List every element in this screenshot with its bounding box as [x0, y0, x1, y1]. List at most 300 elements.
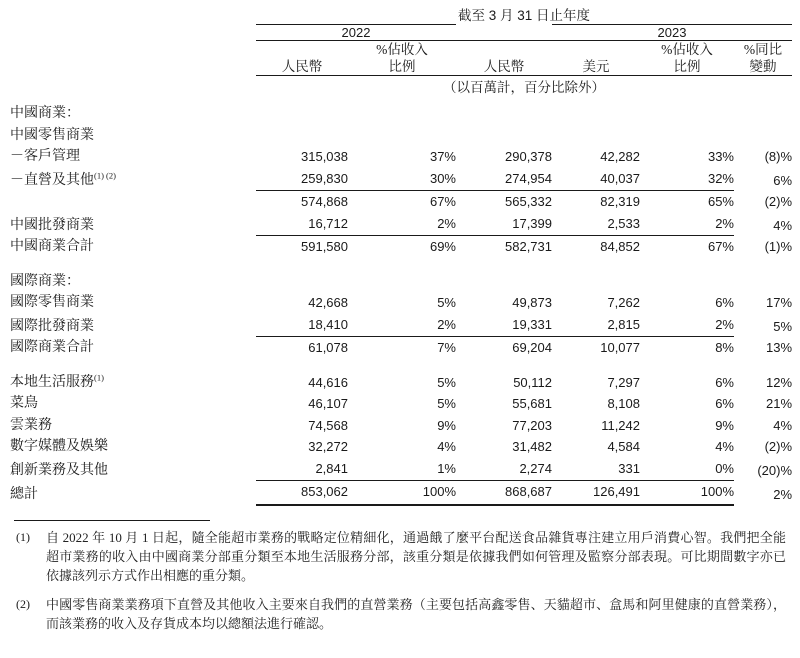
- footnote-2: [14, 595, 786, 633]
- year-header-2023: 2023: [552, 25, 792, 41]
- cell-value-text: 17,399: [456, 213, 552, 237]
- cell-value: [348, 458, 456, 482]
- cell-value-text: 2%: [773, 486, 793, 502]
- row-label-footnote-ref: (1): [94, 371, 104, 382]
- cell-value: [456, 436, 552, 458]
- header-body-gap: [10, 96, 792, 103]
- table-row: [10, 236, 792, 258]
- cell-value-text: 16,712: [256, 213, 348, 237]
- cell-value-text: [344, 274, 348, 289]
- cell-value: [552, 271, 640, 293]
- cell-value: [640, 314, 734, 338]
- cell-value: [348, 337, 456, 359]
- cell-value-text: (20)%: [757, 462, 793, 478]
- cell-value-text: 10,077: [600, 340, 640, 355]
- cell-value: [640, 393, 734, 415]
- cell-value-text: 853,062: [256, 481, 348, 505]
- cell-value-text: [636, 274, 640, 289]
- table-row: [10, 213, 792, 237]
- units-note: （以百萬計，百分比除外）: [256, 76, 792, 97]
- cell-value: [256, 236, 348, 258]
- table-row: [10, 146, 792, 168]
- footnote-1-marker: (1): [16, 529, 30, 544]
- cell-value-text: 582,731: [505, 239, 552, 254]
- cell-value-text: 8,108: [607, 396, 640, 411]
- cell-value-text: 4,584: [607, 439, 640, 454]
- cell-value: [734, 271, 792, 293]
- cell-value: [456, 458, 552, 482]
- table-row: [10, 393, 792, 415]
- cell-value: [348, 146, 456, 168]
- cell-value: [640, 168, 734, 192]
- row-label-text: 國際批發商業: [10, 318, 94, 334]
- table-row: [10, 436, 792, 458]
- cell-value-text: [730, 274, 734, 289]
- cell-value-text: 67%: [707, 239, 734, 254]
- cell-value-text: [548, 106, 552, 121]
- cell-value-text: 591,580: [301, 239, 348, 254]
- financial-table-page: [0, 4, 800, 658]
- row-label-text: 總計: [10, 486, 38, 502]
- cell-value-text: 274,954: [456, 168, 552, 192]
- cell-value: [640, 415, 734, 437]
- cell-value: [640, 458, 734, 482]
- cell-value: [552, 125, 640, 147]
- cell-value: [456, 271, 552, 293]
- cell-value: [348, 191, 456, 213]
- units-gutter: [10, 76, 256, 97]
- cell-value: [552, 213, 640, 237]
- cell-value-text: 574,868: [301, 194, 348, 209]
- colheader-rmb-2023-line2: 人民幣: [483, 59, 525, 74]
- cell-value-text: 868,687: [456, 481, 552, 505]
- cell-value: [640, 146, 734, 168]
- row-label-text: 中國零售商業: [10, 127, 94, 143]
- cell-value-text: 82,319: [600, 194, 640, 209]
- cell-value-text: 8%: [715, 340, 734, 355]
- cell-value: [734, 168, 792, 192]
- cell-value: [348, 213, 456, 237]
- cell-value-text: 69%: [429, 239, 456, 254]
- table-row: [10, 481, 792, 505]
- row-label: [10, 168, 256, 192]
- cell-value: [552, 168, 640, 192]
- cell-value-text: [548, 274, 552, 289]
- cell-value-text: 46,107: [308, 396, 348, 411]
- footnote-1-text: 自 2022 年 10 月 1 日起，隨全能超市業務的戰略定位精細化，通過餓了麼平台配送食品雜貨專注建立用戶消費心智。我們把全能超市業務的收入由中國商業分部重分類至本地生活服務分部，該重分類是依據我們如何管理及監察分部表現。可比期間數字亦已依據該列示方式作出相應的重分類。: [46, 529, 786, 583]
- row-label-text: 創新業務及其他: [10, 462, 108, 478]
- table-row: [10, 415, 792, 437]
- footnote-2-text: 中國零售商業業務項下直營及其他收入主要來自我們的直營業務（主要包括高鑫零售、天貓超市、盒馬和阿里健康的直營業務），而該業務的收入及存貨成本均以總額法進行確認。: [46, 596, 786, 631]
- cell-value: [456, 337, 552, 359]
- cell-value-text: [548, 128, 552, 143]
- cell-value-text: [730, 106, 734, 121]
- cell-value: [256, 436, 348, 458]
- cell-value-text: 37%: [429, 149, 456, 164]
- cell-value: [456, 236, 552, 258]
- cell-value-text: 32,272: [308, 439, 348, 454]
- row-label-text: 雲業務: [10, 417, 52, 433]
- cell-value: [734, 213, 792, 237]
- cell-value: [734, 372, 792, 394]
- row-label-text: 數字媒體及娛樂: [10, 439, 108, 454]
- row-label-footnote-ref: (1) (2): [94, 169, 116, 180]
- cell-value-text: (1)%: [764, 239, 793, 254]
- row-label-text: 中國商業合計: [10, 239, 94, 254]
- cell-value-text: 6%: [773, 172, 793, 188]
- cell-value: [456, 125, 552, 147]
- cell-value: [256, 372, 348, 394]
- cell-value: [456, 393, 552, 415]
- cell-value-text: [788, 106, 792, 121]
- cell-value: [348, 103, 456, 125]
- cell-value: [456, 146, 552, 168]
- cell-value-text: 259,830: [256, 168, 348, 192]
- cell-value: [552, 292, 640, 314]
- cell-value-text: 2,274: [456, 458, 552, 482]
- colheader-pct-2023-line1: %佔收入: [661, 42, 713, 57]
- cell-value: [456, 314, 552, 338]
- row-label: [10, 481, 256, 505]
- table-row: [10, 292, 792, 314]
- table-row: [10, 372, 792, 394]
- cell-value-text: 5%: [437, 374, 456, 390]
- cell-value: [734, 337, 792, 359]
- row-label: [10, 458, 256, 482]
- cell-value-text: [636, 128, 640, 143]
- cell-value: [552, 337, 640, 359]
- row-label: [10, 314, 256, 338]
- row-label: [10, 415, 256, 437]
- table-row: [10, 271, 792, 293]
- colheader-rmb-2023: [456, 41, 552, 76]
- row-label: [10, 146, 256, 168]
- cell-value: [552, 372, 640, 394]
- cell-value: [734, 292, 792, 314]
- cell-value: [348, 393, 456, 415]
- cell-value-text: 2%: [348, 314, 456, 338]
- cell-value: [256, 458, 348, 482]
- cell-value-text: 2%: [348, 213, 456, 237]
- cell-value-text: 1%: [348, 458, 456, 482]
- section-gap-row: [10, 258, 792, 271]
- cell-value: [256, 292, 348, 314]
- section-gap-cell: [10, 359, 792, 372]
- cell-value-text: 32%: [640, 168, 734, 192]
- row-label: [10, 213, 256, 237]
- cell-value: [734, 481, 792, 505]
- table-row: [10, 125, 792, 147]
- row-label: [10, 372, 256, 394]
- cell-value: [734, 236, 792, 258]
- cell-value: [640, 337, 734, 359]
- cell-value-text: 6%: [715, 396, 734, 411]
- table-row: [10, 337, 792, 359]
- cell-value: [256, 103, 348, 125]
- cell-value-text: [344, 128, 348, 143]
- cell-value-text: [730, 128, 734, 143]
- cell-value-text: 11,242: [601, 417, 640, 433]
- cell-value-text: 5%: [773, 318, 793, 334]
- cell-value: [256, 146, 348, 168]
- colheader-rmb-2022-line2: 人民幣: [281, 59, 323, 74]
- cell-value: [640, 481, 734, 505]
- cell-value: [552, 236, 640, 258]
- cell-value: [552, 436, 640, 458]
- cell-value-text: 77,203: [512, 417, 552, 433]
- cell-value-text: 30%: [348, 168, 456, 192]
- cell-value: [348, 125, 456, 147]
- cell-value-text: 331: [552, 458, 640, 482]
- cell-value: [640, 372, 734, 394]
- footnote-1: [14, 528, 786, 585]
- row-label: [10, 292, 256, 314]
- cell-value: [256, 314, 348, 338]
- cell-value: [348, 436, 456, 458]
- cell-value-text: 7%: [437, 340, 456, 355]
- cell-value-text: 67%: [429, 194, 456, 209]
- cell-value-text: 61,078: [308, 340, 348, 355]
- cell-value: [552, 393, 640, 415]
- row-label: [10, 125, 256, 147]
- colheader-yoy: [734, 41, 792, 76]
- cell-value-text: 2,533: [552, 213, 640, 237]
- table-row: [10, 314, 792, 338]
- cell-value: [734, 458, 792, 482]
- cell-value-text: 44,616: [308, 374, 348, 390]
- cell-value: [256, 168, 348, 192]
- footnote-2-marker: (2): [16, 596, 30, 611]
- cell-value-text: 0%: [640, 458, 734, 482]
- cell-value: [456, 168, 552, 192]
- cell-value-text: 50,112: [513, 374, 552, 390]
- cell-value: [456, 191, 552, 213]
- cell-value: [456, 103, 552, 125]
- cell-value-text: 4%: [437, 439, 456, 454]
- cell-value-text: [452, 274, 456, 289]
- section-gap-row: [10, 359, 792, 372]
- cell-value-text: 2,815: [552, 314, 640, 338]
- cell-value-text: 84,852: [600, 239, 640, 254]
- segment-revenue-table: [10, 4, 792, 506]
- cell-value-text: 12%: [766, 374, 793, 390]
- footnote-separator: [14, 520, 210, 521]
- row-label-text: 國際商業：: [10, 273, 80, 289]
- cell-value-text: 100%: [348, 481, 456, 505]
- year-gap: [456, 25, 552, 41]
- row-label-text: 本地生活服務: [10, 374, 94, 390]
- cell-value: [348, 415, 456, 437]
- cell-value: [552, 481, 640, 505]
- cell-value: [734, 314, 792, 338]
- colheader-pct-2022: [348, 41, 456, 76]
- cell-value-text: 69,204: [512, 340, 552, 355]
- cell-value: [256, 415, 348, 437]
- units-note-row: [10, 76, 792, 97]
- year-header-row: [10, 25, 792, 41]
- cell-value: [640, 436, 734, 458]
- row-label-text: －直營及其他: [10, 172, 94, 188]
- cell-value: [348, 314, 456, 338]
- cell-value-text: [344, 106, 348, 121]
- table-row: [10, 168, 792, 192]
- cell-value-text: 55,681: [512, 396, 552, 411]
- year-gutter: [10, 25, 256, 41]
- cell-value-text: 315,038: [301, 149, 348, 164]
- cell-value: [734, 191, 792, 213]
- table-title-row: [10, 4, 792, 25]
- cell-value: [552, 146, 640, 168]
- cell-value: [640, 236, 734, 258]
- section-gap-cell: [10, 258, 792, 271]
- cell-value: [552, 415, 640, 437]
- cell-value: [456, 481, 552, 505]
- cell-value-text: 19,331: [456, 314, 552, 338]
- cell-value: [456, 372, 552, 394]
- cell-value: [640, 103, 734, 125]
- row-label: [10, 236, 256, 258]
- row-label-text: －客戶管理: [10, 149, 80, 164]
- cell-value-text: 18,410: [256, 314, 348, 338]
- table-period-title: 截至 3 月 31 日止年度: [458, 8, 591, 23]
- table-row: [10, 458, 792, 482]
- cell-value: [734, 103, 792, 125]
- row-label: [10, 436, 256, 458]
- row-label-text: 國際零售商業: [10, 295, 94, 310]
- colheader-yoy-line2: 變動: [749, 59, 777, 74]
- cell-value: [640, 191, 734, 213]
- row-label: [10, 271, 256, 293]
- cell-value-text: (2)%: [764, 439, 793, 454]
- cell-value: [552, 458, 640, 482]
- footnotes-block: [14, 528, 786, 633]
- cell-value-text: 31,482: [512, 439, 552, 454]
- cell-value-text: 9%: [715, 417, 734, 433]
- cell-value: [256, 271, 348, 293]
- cell-value: [552, 103, 640, 125]
- cell-value: [734, 393, 792, 415]
- cell-value-text: 42,668: [308, 295, 348, 310]
- cell-value: [348, 292, 456, 314]
- cell-value-text: 42,282: [600, 149, 640, 164]
- cell-value: [348, 372, 456, 394]
- cell-value: [640, 271, 734, 293]
- row-label-text: 中國批發商業: [10, 217, 94, 233]
- cell-value-text: 4%: [773, 417, 793, 433]
- row-label-text: 中國商業：: [10, 106, 80, 121]
- cell-value-text: 49,873: [512, 295, 552, 310]
- cell-value-text: 6%: [715, 295, 734, 310]
- cell-value-text: 21%: [766, 396, 793, 411]
- year-header-2022: 2022: [256, 25, 456, 41]
- cell-value: [256, 191, 348, 213]
- cell-value: [348, 168, 456, 192]
- cell-value-text: 565,332: [505, 194, 552, 209]
- cell-value-text: 7,262: [607, 295, 640, 310]
- colheader-rmb-2022: [256, 41, 348, 76]
- cell-value: [734, 125, 792, 147]
- row-label-text: 菜鳥: [10, 396, 38, 411]
- cell-value-text: 13%: [766, 340, 793, 355]
- cell-value: [734, 436, 792, 458]
- cell-value-text: [636, 106, 640, 121]
- cell-value-text: 2%: [640, 213, 734, 237]
- cell-value-text: (8)%: [764, 149, 793, 164]
- table-row: [10, 191, 792, 213]
- cell-value: [640, 292, 734, 314]
- cell-value-text: 5%: [437, 396, 456, 411]
- cell-value-text: 33%: [707, 149, 734, 164]
- cell-value: [552, 191, 640, 213]
- cell-value-text: 74,568: [308, 417, 348, 433]
- cell-value: [734, 415, 792, 437]
- cell-value: [640, 213, 734, 237]
- cell-value-text: 17%: [766, 295, 793, 310]
- colheader-pct-2022-line2: 比例: [388, 59, 416, 74]
- cell-value: [348, 271, 456, 293]
- colheader-pct-2022-line1: %佔收入: [376, 42, 428, 57]
- cell-value-text: 100%: [640, 481, 734, 505]
- cell-value-text: [788, 274, 792, 289]
- cell-value: [256, 337, 348, 359]
- column-header-row: [10, 41, 792, 76]
- cell-value-text: [788, 128, 792, 143]
- title-gutter: [10, 4, 256, 25]
- cell-value-text: 290,378: [505, 149, 552, 164]
- cell-value: [456, 415, 552, 437]
- cell-value: [348, 481, 456, 505]
- cell-value: [256, 125, 348, 147]
- cell-value-text: 65%: [707, 194, 734, 209]
- cell-value: [734, 146, 792, 168]
- cell-value: [256, 213, 348, 237]
- cell-value-text: 40,037: [552, 168, 640, 192]
- row-label-text: 國際商業合計: [10, 340, 94, 355]
- cell-value: [552, 314, 640, 338]
- cell-value: [256, 481, 348, 505]
- cell-value: [640, 125, 734, 147]
- cell-value-text: [452, 106, 456, 121]
- colheader-usd-2023: [552, 41, 640, 76]
- cell-value-text: 9%: [437, 417, 456, 433]
- cell-value-text: 2%: [640, 314, 734, 338]
- cell-value: [348, 236, 456, 258]
- cell-value-text: 6%: [715, 374, 734, 390]
- cell-value: [256, 393, 348, 415]
- row-label: [10, 103, 256, 125]
- cell-value: [456, 292, 552, 314]
- cell-value: [456, 213, 552, 237]
- cell-value-text: 126,491: [552, 481, 640, 505]
- colhdr-gutter: [10, 41, 256, 76]
- cell-value-text: 5%: [437, 295, 456, 310]
- cell-value-text: (2)%: [764, 194, 793, 209]
- cell-value-text: 2,841: [256, 458, 348, 482]
- colheader-pct-2023-line2: 比例: [673, 59, 701, 74]
- cell-value-text: [452, 128, 456, 143]
- cell-value-text: 4%: [715, 439, 734, 454]
- colheader-yoy-line1: %同比: [743, 42, 783, 57]
- table-row: [10, 103, 792, 125]
- colheader-pct-2023: [640, 41, 734, 76]
- row-label: [10, 191, 256, 213]
- row-label: [10, 393, 256, 415]
- row-label: [10, 337, 256, 359]
- colheader-usd-2023-line2: 美元: [582, 59, 610, 74]
- cell-value-text: 4%: [773, 217, 793, 233]
- cell-value-text: 7,297: [607, 374, 640, 390]
- gap-cell: [10, 96, 792, 103]
